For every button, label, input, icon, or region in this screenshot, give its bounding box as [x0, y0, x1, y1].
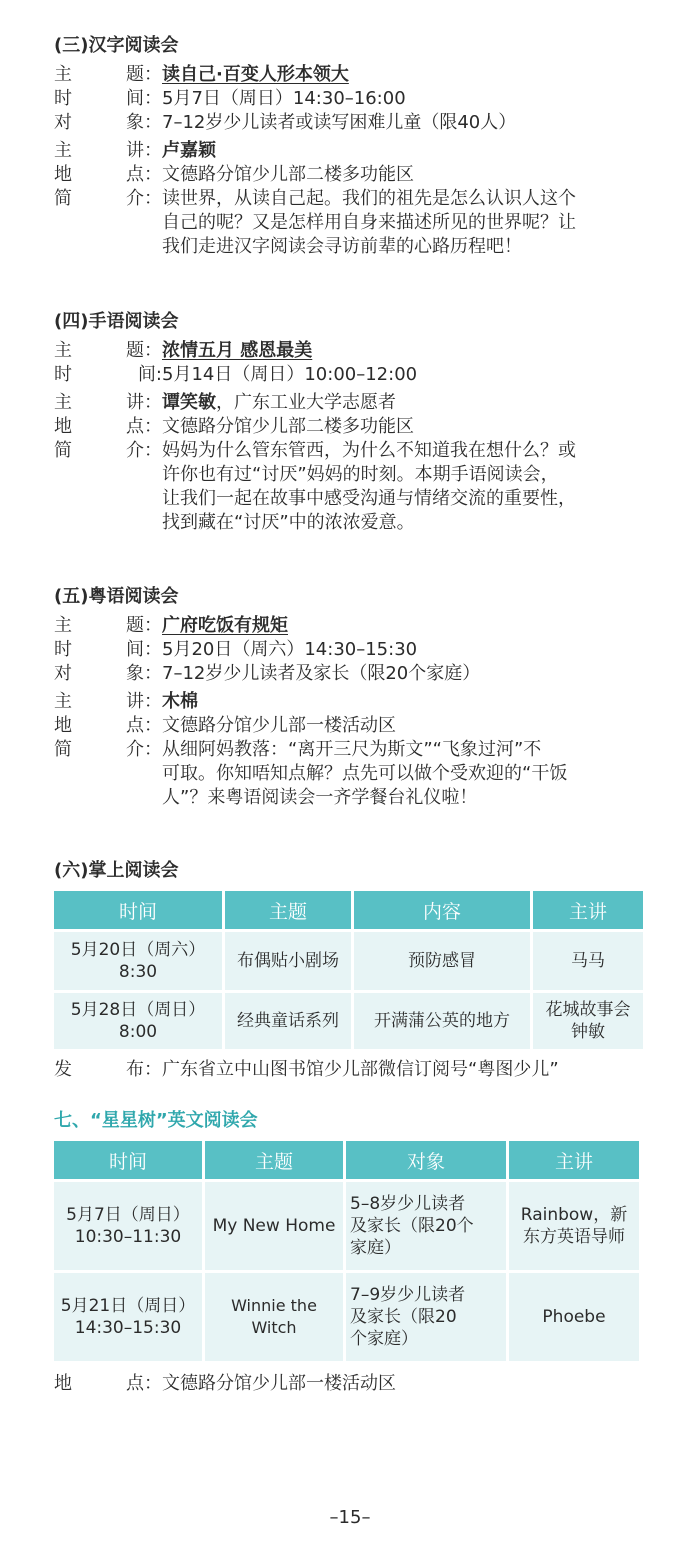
- cell-time: 5月28日（周日） 8:00: [54, 993, 222, 1049]
- cell-theme: 经典童话系列: [225, 993, 351, 1049]
- schedule-table: [51, 888, 646, 1052]
- theme-value: 读自己·百变人形本领大: [162, 64, 349, 85]
- time-value: 5月14日（周日）10:00–12:00: [162, 364, 418, 385]
- theme-row: [54, 63, 654, 87]
- section-title: (四)手语阅读会: [54, 311, 179, 332]
- theme-row: [54, 614, 654, 638]
- audience-row: [54, 662, 654, 686]
- label-char: 主: [54, 615, 72, 636]
- label-char: 象：: [126, 663, 162, 684]
- label-char: 题：: [126, 340, 162, 361]
- place-value: 文德路分馆少儿部二楼多功能区: [162, 416, 414, 437]
- header-time: 时间: [54, 1141, 202, 1179]
- label-char: 简: [54, 440, 72, 461]
- speaker-row: [54, 391, 654, 415]
- intro-value: 从细阿妈教落：“离开三尺为斯文”“飞象过河”不 可取。你知唔知点解？点先可以做个受欢迎的“干饭 人”？来粤语阅读会一齐学餐台礼仪啦！: [162, 739, 568, 808]
- label-char: 布：: [126, 1059, 162, 1080]
- header-theme: 主题: [205, 1141, 343, 1179]
- label-char: 讲：: [126, 691, 162, 712]
- time-row: [54, 638, 654, 662]
- label-char: 对: [54, 112, 72, 133]
- cell-speaker: Rainbow，新 东方英语导师: [509, 1182, 639, 1270]
- label-char: 主: [54, 140, 72, 161]
- speaker-row: [54, 690, 654, 714]
- label-char: 对: [54, 663, 72, 684]
- label-char: 介：: [126, 440, 162, 461]
- audience-row: [54, 111, 654, 135]
- label-char: 时: [54, 364, 72, 385]
- label-char: 主: [54, 64, 72, 85]
- header-speaker: 主讲: [509, 1141, 639, 1179]
- label-char: 发: [54, 1059, 72, 1080]
- time-row: [54, 87, 654, 111]
- speaker-affiliation: ，广东工业大学志愿者: [216, 392, 396, 413]
- place-row: [54, 1372, 654, 1396]
- speaker-row: [54, 139, 654, 163]
- label-char: 间:: [137, 364, 162, 385]
- theme-value: 浓情五月 感恩最美: [162, 340, 313, 361]
- cell-theme: Winnie the Witch: [205, 1273, 343, 1361]
- cell-content: 预防感冒: [354, 932, 530, 990]
- header-content: 内容: [354, 891, 530, 929]
- cell-audience: 7–9岁少儿读者 及家长（限20 个家庭）: [346, 1273, 506, 1361]
- label-char: 地: [54, 416, 72, 437]
- label-char: 介：: [126, 188, 162, 209]
- label-char: 时: [54, 88, 72, 109]
- table-row: [54, 1182, 639, 1270]
- label-char: 时: [54, 639, 72, 660]
- publish-row: [54, 1058, 654, 1082]
- header-audience: 对象: [346, 1141, 506, 1179]
- cell-content: 开满蒲公英的地方: [354, 993, 530, 1049]
- table-row: [54, 932, 643, 990]
- section-star-tree-english-reading: [54, 1108, 654, 1396]
- publish-value: 广东省立中山图书馆少儿部微信订阅号“粤图少儿”: [162, 1059, 559, 1080]
- theme-row: [54, 339, 654, 363]
- section-cantonese-reading: [54, 584, 654, 810]
- label-char: 地: [54, 164, 72, 185]
- schedule-table: [51, 1138, 642, 1364]
- label-char: 象：: [126, 112, 162, 133]
- theme-value: 广府吃饭有规矩: [162, 615, 288, 636]
- label-char: 简: [54, 188, 72, 209]
- section-sign-language-reading: [54, 309, 654, 535]
- label-char: 介：: [126, 739, 162, 760]
- intro-value: 妈妈为什么管东管西，为什么不知道我在想什么？或 许你也有过“讨厌”妈妈的时刻。本期手语阅读会， 让我们一起在故事中感受沟通与情绪交流的重要性， 找到藏在“讨厌”中的浓浓爱意。: [162, 440, 576, 533]
- audience-value: 7–12岁少儿读者及家长（限20个家庭）: [162, 663, 481, 684]
- cell-time: 5月21日（周日） 14:30–15:30: [54, 1273, 202, 1361]
- header-speaker: 主讲: [533, 891, 643, 929]
- table-header-row: [54, 1141, 639, 1179]
- header-theme: 主题: [225, 891, 351, 929]
- label-char: 间：: [126, 639, 162, 660]
- table-header-row: [54, 891, 643, 929]
- label-char: 主: [54, 340, 72, 361]
- intro-row: [54, 439, 654, 535]
- place-row: [54, 163, 654, 187]
- cell-time: 5月7日（周日） 10:30–11:30: [54, 1182, 202, 1270]
- section-hanzi-reading: [54, 33, 654, 259]
- cell-speaker: Phoebe: [509, 1273, 639, 1361]
- label-char: 主: [54, 691, 72, 712]
- speaker-value: 卢嘉颖: [162, 140, 216, 161]
- label-char: 题：: [126, 64, 162, 85]
- audience-value: 7–12岁少儿读者或读写困难儿童（限40人）: [162, 112, 517, 133]
- label-char: 点：: [126, 164, 162, 185]
- cell-time: 5月20日（周六） 8:30: [54, 932, 222, 990]
- place-value: 文德路分馆少儿部一楼活动区: [162, 1373, 396, 1394]
- label-char: 地: [54, 1373, 72, 1394]
- speaker-name: 谭笑敏: [162, 392, 216, 413]
- header-time: 时间: [54, 891, 222, 929]
- intro-value: 读世界，从读自己起。我们的祖先是怎么认识人这个 自己的呢？又是怎样用自身来描述所见的世界呢？让 我们走进汉字阅读会寻访前辈的心路历程吧！: [162, 188, 576, 257]
- cell-audience: 5–8岁少儿读者 及家长（限20个 家庭）: [346, 1182, 506, 1270]
- label-char: 间：: [126, 88, 162, 109]
- page-number: –15–: [329, 1507, 371, 1528]
- label-char: 讲：: [126, 392, 162, 413]
- section-title: (六)掌上阅读会: [54, 860, 179, 881]
- label-char: 讲：: [126, 140, 162, 161]
- cell-speaker: 花城故事会 钟敏: [533, 993, 643, 1049]
- label-char: 点：: [126, 715, 162, 736]
- time-value: 5月20日（周六）14:30–15:30: [162, 639, 418, 660]
- section-palm-reading: [54, 858, 654, 1082]
- label-char: 点：: [126, 1373, 162, 1394]
- label-char: 地: [54, 715, 72, 736]
- intro-row: [54, 187, 654, 259]
- cell-theme: My New Home: [205, 1182, 343, 1270]
- table-row: [54, 1273, 639, 1361]
- section-title: (五)粤语阅读会: [54, 586, 179, 607]
- section-title: (三)汉字阅读会: [54, 35, 179, 56]
- cell-theme: 布偶贴小剧场: [225, 932, 351, 990]
- place-value: 文德路分馆少儿部一楼活动区: [162, 715, 396, 736]
- label-char: 点：: [126, 416, 162, 437]
- label-char: 简: [54, 739, 72, 760]
- place-row: [54, 415, 654, 439]
- table-row: [54, 993, 643, 1049]
- section-title: 七、“星星树”英文阅读会: [54, 1110, 258, 1131]
- time-row: [54, 363, 654, 387]
- intro-row: [54, 738, 654, 810]
- place-value: 文德路分馆少儿部二楼多功能区: [162, 164, 414, 185]
- time-value: 5月7日（周日）14:30–16:00: [162, 88, 406, 109]
- label-char: 主: [54, 392, 72, 413]
- label-char: 题：: [126, 615, 162, 636]
- place-row: [54, 714, 654, 738]
- speaker-value: 木棉: [162, 691, 198, 712]
- cell-speaker: 马马: [533, 932, 643, 990]
